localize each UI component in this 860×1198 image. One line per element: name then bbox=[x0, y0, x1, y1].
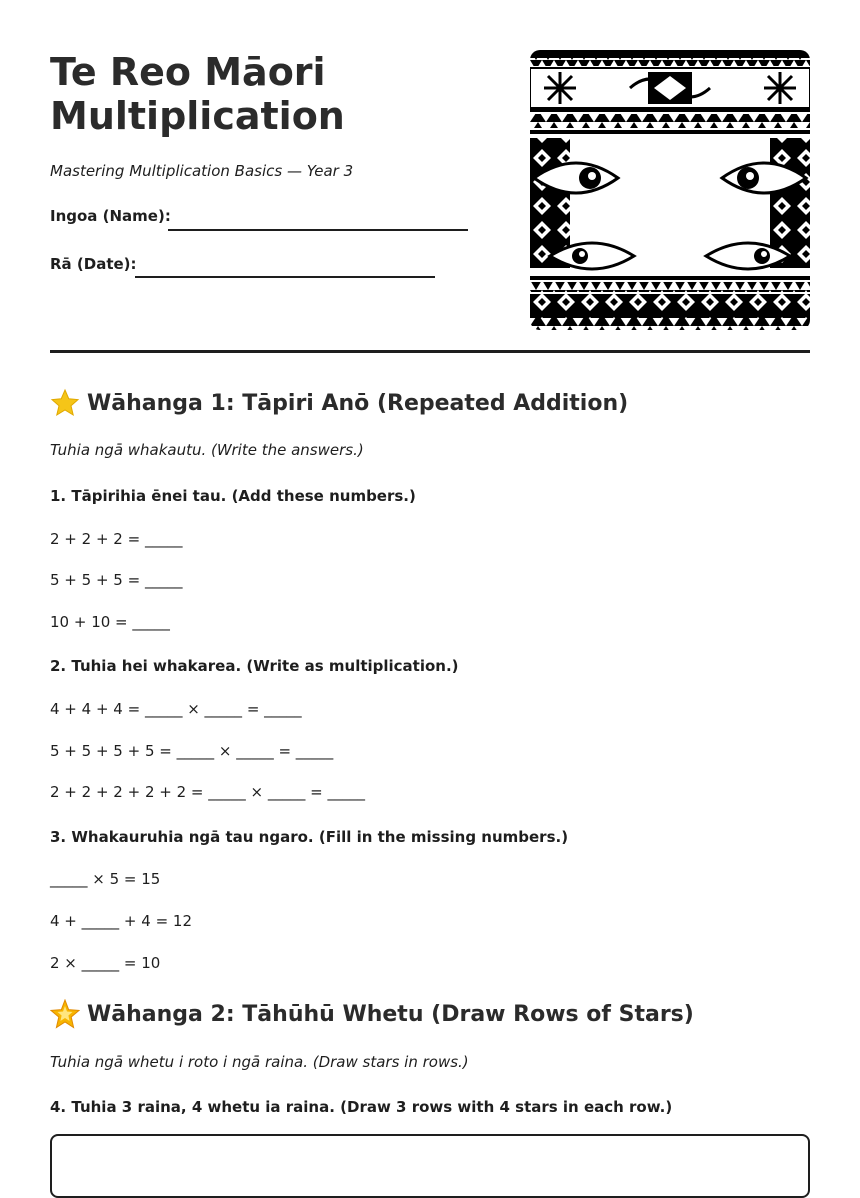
q1-item-1[interactable]: 2 + 2 + 2 = _____ bbox=[50, 530, 183, 548]
section2-title: Wāhanga 2: Tāhūhū Whetu (Draw Rows of Stars) bbox=[87, 1001, 694, 1027]
section1-instruction: Tuhia ngā whakautu. (Write the answers.) bbox=[50, 441, 364, 459]
date-label: Rā (Date): bbox=[50, 255, 137, 273]
q2-item-2[interactable]: 5 + 5 + 5 + 5 = _____ × _____ = _____ bbox=[50, 742, 334, 760]
maori-pattern-image bbox=[530, 50, 810, 330]
question-2-prompt: 2. Tuhia hei whakarea. (Write as multiplication.) bbox=[50, 657, 459, 675]
date-line[interactable] bbox=[135, 276, 435, 278]
section2-heading bbox=[50, 999, 694, 1029]
name-field[interactable] bbox=[50, 207, 171, 225]
section1-title: Wāhanga 1: Tāpiri Anō (Repeated Addition) bbox=[87, 390, 629, 416]
date-field[interactable] bbox=[50, 255, 137, 273]
q2-item-3[interactable]: 2 + 2 + 2 + 2 + 2 = _____ × _____ = _____ bbox=[50, 783, 365, 801]
question-3-prompt: 3. Whakauruhia ngā tau ngaro. (Fill in the missing numbers.) bbox=[50, 828, 569, 846]
question-4-prompt: 4. Tuhia 3 raina, 4 whetu ia raina. (Draw 3 rows with 4 stars in each row.) bbox=[50, 1098, 673, 1116]
section2-instruction: Tuhia ngā whetu i roto i ngā raina. (Draw stars in rows.) bbox=[50, 1053, 469, 1071]
q3-item-1[interactable]: _____ × 5 = 15 bbox=[50, 870, 161, 888]
star-icon bbox=[50, 388, 80, 418]
header-divider bbox=[50, 350, 810, 353]
q3-item-3[interactable]: 2 × _____ = 10 bbox=[50, 954, 161, 972]
q1-item-3[interactable]: 10 + 10 = _____ bbox=[50, 613, 170, 631]
question-1-prompt: 1. Tāpirihia ēnei tau. (Add these numbers.) bbox=[50, 487, 416, 505]
name-label: Ingoa (Name): bbox=[50, 207, 171, 225]
q3-item-2[interactable]: 4 + _____ + 4 = 12 bbox=[50, 912, 192, 930]
subtitle: Mastering Multiplication Basics — Year 3 bbox=[50, 162, 354, 180]
glowing-star-icon bbox=[50, 999, 80, 1029]
name-line[interactable] bbox=[168, 229, 468, 231]
star-drawing-box[interactable] bbox=[50, 1134, 810, 1198]
page-title: Te Reo Māori Multiplication bbox=[50, 50, 345, 138]
q2-item-1[interactable]: 4 + 4 + 4 = _____ × _____ = _____ bbox=[50, 700, 302, 718]
q1-item-2[interactable]: 5 + 5 + 5 = _____ bbox=[50, 571, 183, 589]
section1-heading bbox=[50, 388, 628, 418]
